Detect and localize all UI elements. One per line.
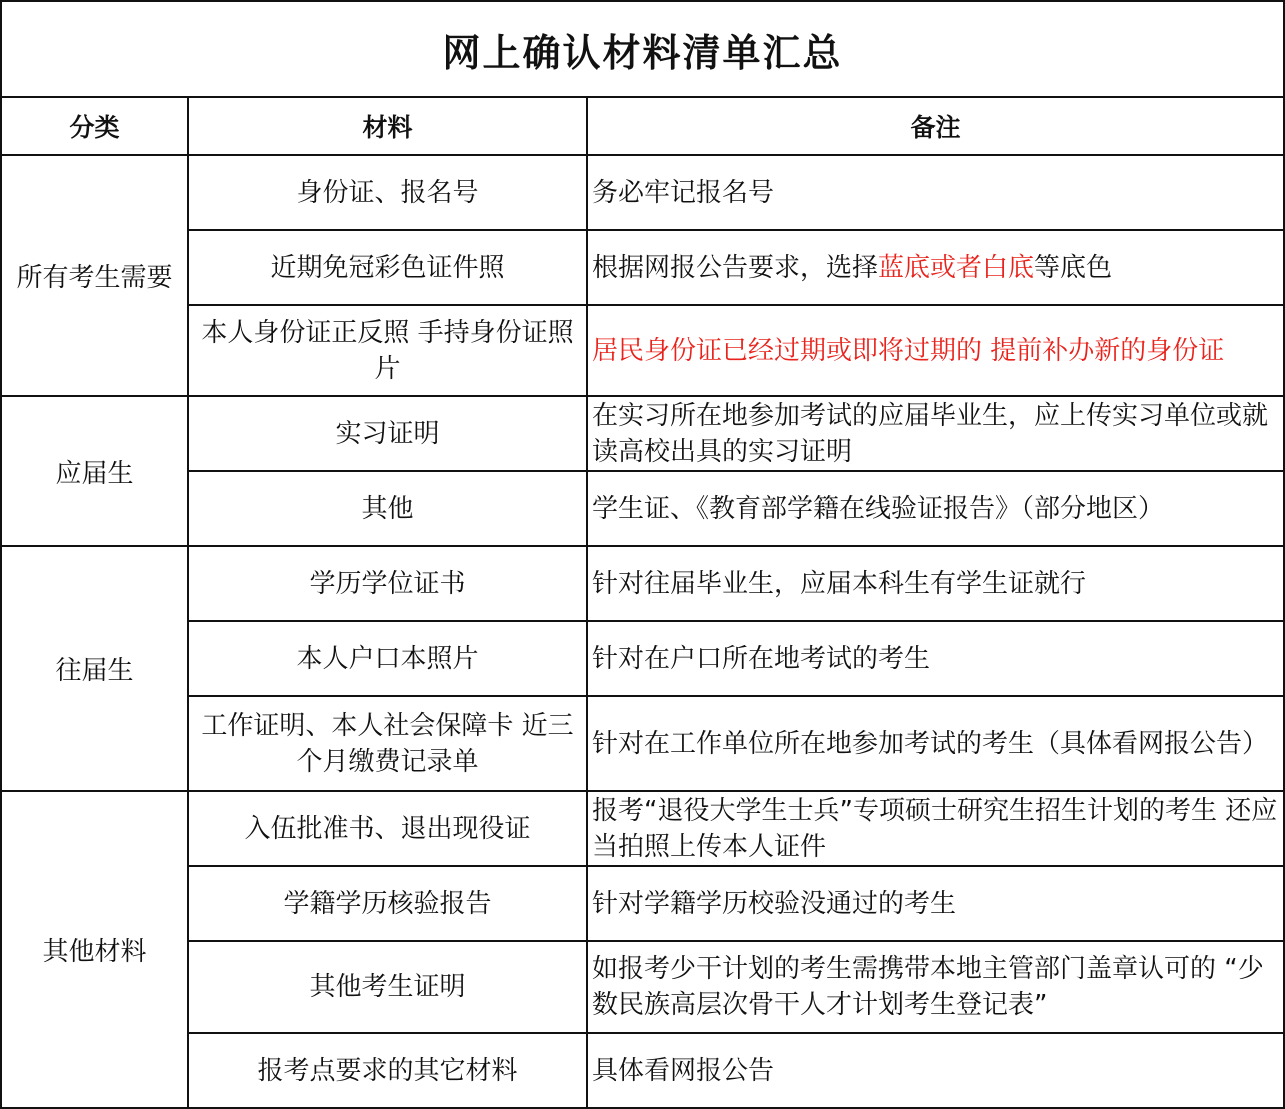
table-row [1,230,1284,305]
note-text: 等底色 [1034,252,1113,283]
note-cell: 务必牢记报名号 [587,155,1284,230]
header-note: 备注 [587,97,1284,155]
note-cell: 如报考少干计划的考生需携带本地主管部门盖章认可的 “少数民族高层次骨干人才计划考生登记表” [587,941,1284,1033]
note-highlight: 居民身份证已经过期或即将过期的 提前补办新的身份证 [592,335,1225,366]
note-cell: 具体看网报公告 [587,1033,1284,1108]
category-other-materials: 其他材料 [1,791,188,1108]
material-cell: 本人身份证正反照 手持身份证照片 [188,305,587,396]
material-cell: 报考点要求的其它材料 [188,1033,587,1108]
table-row [1,546,1284,621]
material-cell: 入伍批准书、退出现役证 [188,791,587,866]
material-cell: 学历学位证书 [188,546,587,621]
table-row [1,941,1284,1033]
note-text: 根据网报公告要求，选择 [592,252,879,283]
note-cell: 针对学籍学历校验没通过的考生 [587,866,1284,941]
table-row [1,621,1284,696]
table-row [1,396,1284,471]
note-cell [587,230,1284,305]
table-row [1,471,1284,546]
table-row [1,1033,1284,1108]
material-cell: 学籍学历核验报告 [188,866,587,941]
table-row [1,696,1284,791]
note-cell: 在实习所在地参加考试的应届毕业生，应上传实习单位或就读高校出具的实习证明 [587,396,1284,471]
note-cell: 针对往届毕业生，应届本科生有学生证就行 [587,546,1284,621]
material-cell: 本人户口本照片 [188,621,587,696]
material-cell: 身份证、报名号 [188,155,587,230]
note-cell: 针对在工作单位所在地参加考试的考生（具体看网报公告） [587,696,1284,791]
table-row [1,155,1284,230]
table-row [1,866,1284,941]
category-fresh-graduates: 应届生 [1,396,188,546]
note-cell: 针对在户口所在地考试的考生 [587,621,1284,696]
table-row [1,305,1284,396]
note-cell: 学生证、《教育部学籍在线验证报告》（部分地区） [587,471,1284,546]
material-cell: 其他考生证明 [188,941,587,1033]
category-past-graduates: 往届生 [1,546,188,791]
material-cell: 实习证明 [188,396,587,471]
header-material: 材料 [188,97,587,155]
note-highlight: 蓝底或者白底 [878,252,1035,283]
material-cell: 其他 [188,471,587,546]
material-cell: 近期免冠彩色证件照 [188,230,587,305]
category-all-candidates: 所有考生需要 [1,155,188,396]
material-cell: 工作证明、本人社会保障卡 近三个月缴费记录单 [188,696,587,791]
note-cell: 报考“退役大学生士兵”专项硕士研究生招生计划的考生 还应当拍照上传本人证件 [587,791,1284,866]
table-title: 网上确认材料清单汇总 [1,1,1284,97]
header-category: 分类 [1,97,188,155]
note-cell [587,305,1284,396]
table-row [1,791,1284,866]
